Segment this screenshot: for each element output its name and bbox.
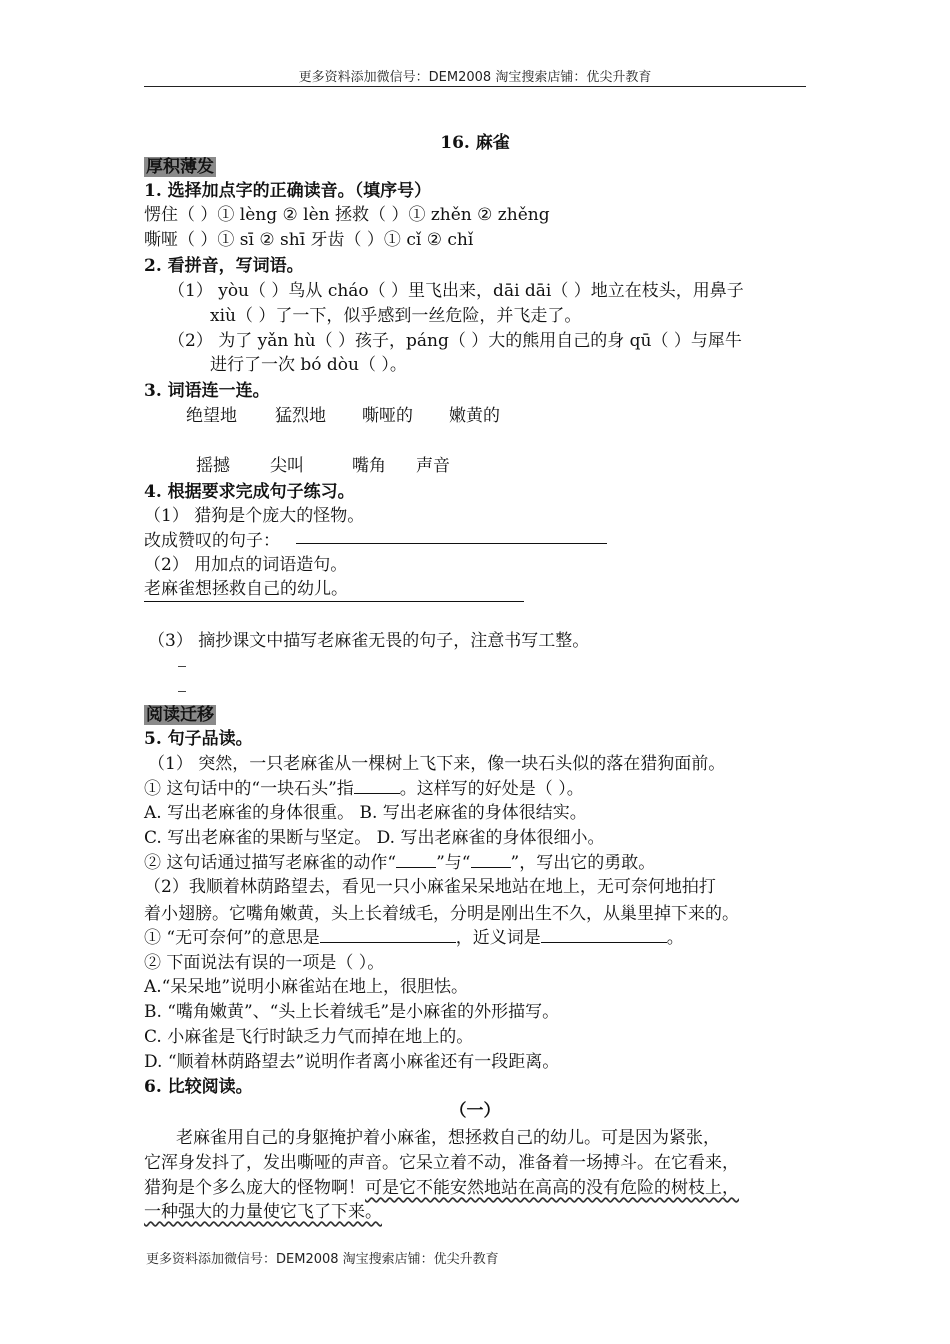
q5-q1-tail: 。这样写的好处是（ ）。: [399, 779, 584, 799]
q5-q1-text: ① 这句话中的“一块石头”指: [144, 779, 354, 799]
q2-line4: 进行了一次 bó dòu（ ）。: [210, 355, 407, 375]
q3-word-top: 嫩黄的: [449, 406, 500, 426]
blank[interactable]: [541, 924, 667, 943]
answer-line[interactable]: [296, 543, 607, 544]
q5-question3: [144, 923, 684, 948]
q5-question4: ② 下面说法有误的一项是（ ）。: [144, 953, 385, 973]
passage-line3: [144, 1173, 739, 1198]
section-heading-1: [144, 152, 216, 177]
q5-options-ab: A. 写出老麻雀的身体很重。 B. 写出老麻雀的身体很结实。: [144, 803, 587, 823]
q1-line2: 嘶哑（ ）① sī ② shī 牙齿（ ）① cǐ ② chǐ: [144, 230, 474, 250]
q5-sentence1: （1） 突然，一只老麻雀从一棵树上飞下来，像一块石头似的落在猎狗面前。: [148, 754, 726, 774]
q4-part1: （1） 猎狗是个庞大的怪物。: [144, 506, 365, 526]
blank[interactable]: [396, 849, 436, 868]
q3-word-top: 嘶哑的: [362, 406, 413, 426]
blank[interactable]: [320, 924, 456, 943]
answer-mark: [178, 666, 186, 667]
passage-line4: [144, 1197, 382, 1222]
page-title: 16. 麻雀: [440, 133, 510, 153]
q3-word-bottom: 嘴角: [352, 456, 386, 476]
answer-mark: [178, 691, 186, 692]
passage-text: 猎狗是个多么庞大的怪物啊！: [144, 1178, 365, 1198]
q4-heading: 4. 根据要求完成句子练习。: [144, 482, 355, 502]
q4-part2: （2） 用加点的词语造句。: [144, 555, 348, 575]
q5-option-d: D. “顺着林荫路望去”说明作者离小麻雀还有一段距离。: [144, 1052, 560, 1072]
q5-sentence2b: 着小翅膀。它嘴角嫩黄，头上长着绒毛，分明是刚出生不久，从巢里掉下来的。: [144, 904, 739, 924]
q4-part3: （3） 摘抄课文中描写老麻雀无畏的句子，注意书写工整。: [148, 631, 590, 651]
page-footer: 更多资料添加微信号：DEM2008 淘宝搜索店铺：优尖升教育: [146, 1252, 499, 1267]
q5-heading: 5. 句子品读。: [144, 729, 253, 749]
passage-line2: 它浑身发抖了，发出嘶哑的声音。它呆立着不动，准备着一场搏斗。在它看来，: [144, 1153, 739, 1173]
blank[interactable]: [471, 849, 511, 868]
q2-line1: （1） yòu（ ）鸟从 cháo（ ）里飞出来，dāi dāi（ ）地立在枝头，用鼻子: [168, 281, 744, 301]
q2-line2: xiù（ ）了一下，似乎感到一丝危险，并飞走了。: [210, 306, 582, 326]
q3-heading: 3. 词语连一连。: [144, 381, 270, 401]
passage-line1: 老麻雀用自己的身躯掩护着小麻雀，想拯救自己的幼儿。可是因为紧张，: [176, 1128, 720, 1148]
q3-word-bottom: 摇撼: [196, 456, 230, 476]
section-heading-2: [144, 700, 216, 725]
q5-options-cd: C. 写出老麻雀的果断与坚定。 D. 写出老麻雀的身体很细小。: [144, 828, 605, 848]
q3-word-bottom: 尖叫: [270, 456, 304, 476]
q2-line3: （2） 为了 yǎn hù（ ）孩子，páng（ ）大的熊用自己的身 qū（ ）与犀牛: [168, 331, 742, 351]
q5-question1: [144, 774, 584, 799]
q6-heading: 6. 比较阅读。: [144, 1077, 253, 1097]
q1-line1: 愣住（ ）① lèng ② lèn 拯救（ ）① zhěn ② zhěng: [144, 205, 550, 225]
q5-q3-tail: 。: [666, 928, 684, 948]
q5-q3-text: ① “无可奈何”的意思是: [144, 928, 320, 948]
q4-part1-prompt: 改成赞叹的句子：: [144, 531, 280, 551]
q5-q2-tail: ”，写出它的勇敢。: [510, 853, 656, 873]
q1-heading: 1. 选择加点字的正确读音。（填序号）: [144, 181, 432, 201]
q5-option-b: B. “嘴角嫩黄”、“头上长着绒毛”是小麻雀的外形描写。: [144, 1002, 560, 1022]
q5-sentence2a: （2）我顺着林荫路望去，看见一只小麻雀呆呆地站在地上，无可奈何地拍打: [144, 877, 716, 897]
page-header: 更多资料添加微信号：DEM2008 淘宝搜索店铺：优尖升教育: [298, 70, 652, 85]
q5-q2-text: ② 这句话通过描写老麻雀的动作“: [144, 853, 397, 873]
q3-word-top: 猛烈地: [275, 406, 326, 426]
q3-word-bottom: 声音: [416, 456, 450, 476]
q3-word-top: 绝望地: [186, 406, 237, 426]
q4-part2-sentence: 老麻雀想拯救自己的幼儿。: [144, 579, 348, 599]
answer-line[interactable]: [144, 601, 524, 602]
passage-underlined: 一种强大的力量使它飞了下来。: [144, 1202, 382, 1222]
q5-option-a: A.“呆呆地”说明小麻雀站在地上，很胆怯。: [144, 977, 469, 997]
passage-underlined: 可是它不能安然地站在高高的没有危险的树枝上，: [365, 1178, 739, 1198]
q5-question2: [144, 848, 655, 873]
q2-heading: 2. 看拼音，写词语。: [144, 256, 304, 276]
q5-option-c: C. 小麻雀是飞行时缺乏力气而掉在地上的。: [144, 1027, 474, 1047]
q5-q3-mid: ，近义词是: [455, 928, 541, 948]
header-rule: [144, 86, 806, 87]
section-label: 阅读迁移: [146, 705, 214, 725]
section-label: 厚积薄发: [146, 157, 214, 177]
q5-q2-mid: ”与“: [436, 853, 471, 873]
blank[interactable]: [354, 775, 400, 794]
q6-subheading: （一）: [449, 1101, 501, 1121]
